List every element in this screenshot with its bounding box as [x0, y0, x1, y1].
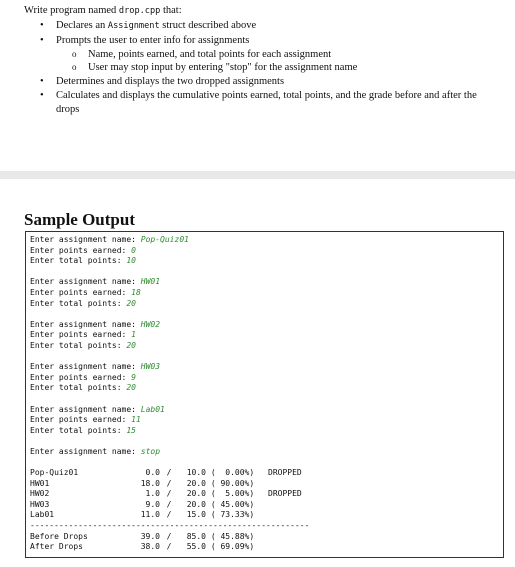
row-total: 55.0: [186, 542, 206, 552]
user-input: HW03: [140, 362, 161, 372]
prompt-text: Enter assignment name:: [30, 319, 141, 329]
user-input: 10: [126, 256, 136, 266]
row-percent: ( 45.88%): [206, 531, 255, 541]
prompt-text: Enter total points:: [30, 425, 127, 435]
blank-line: [30, 352, 503, 363]
prompt-text: Enter assignment name:: [30, 446, 141, 456]
results-row: [30, 510, 503, 521]
prompt-total-line: [30, 426, 503, 437]
instructions-section: [0, 0, 515, 170]
bullet-prompts-text: Prompts the user to enter info for assignments: [56, 34, 250, 46]
summary-row: [30, 532, 503, 543]
prompt-total-line: [30, 256, 503, 267]
prompt-name-line: [30, 320, 503, 331]
row-percent: ( 73.33%): [206, 510, 255, 520]
row-percent: ( 69.09%): [206, 542, 255, 552]
user-input: 20: [126, 298, 136, 308]
row-name: HW03: [30, 499, 50, 509]
row-name: Before Drops: [30, 531, 88, 541]
user-input: Lab01: [140, 404, 165, 414]
prompt-total-line: [30, 383, 503, 394]
user-input: 0: [131, 245, 136, 255]
prompt-earned-line: [30, 415, 503, 426]
row-percent: ( 90.00%): [206, 478, 255, 488]
user-input: HW02: [140, 319, 161, 329]
row-percent: ( 45.00%): [206, 499, 255, 509]
row-slash: /: [166, 489, 172, 499]
blank-line: [30, 436, 503, 447]
sub-bullet-fields: o Name, points earned, and total points for each assignment: [56, 48, 490, 62]
user-input: HW01: [140, 277, 161, 287]
intro-suffix: that:: [160, 5, 182, 16]
row-earned: 38.0: [140, 542, 160, 552]
user-input: Pop-Quiz01: [140, 235, 189, 244]
program-filename: drop.cpp: [118, 6, 161, 16]
row-earned: 11.0: [140, 510, 160, 520]
prompt-name-line: [30, 362, 503, 373]
user-input: 11: [131, 415, 141, 425]
user-input: 9: [131, 372, 136, 382]
prompt-total-line: [30, 299, 503, 310]
row-earned: 39.0: [140, 531, 160, 541]
results-row: [30, 479, 503, 490]
prompt-text: Enter total points:: [30, 383, 127, 393]
row-earned: 0.0: [145, 468, 160, 478]
results-row: [30, 500, 503, 511]
prompt-text: Enter assignment name:: [30, 235, 141, 244]
prompt-name-line: [30, 235, 503, 246]
sample-output-heading: Sample Output: [24, 210, 135, 229]
section-divider: [0, 171, 515, 179]
row-percent: ( 5.00%): [206, 489, 255, 499]
bullet-declares-suffix: struct described above: [159, 20, 257, 31]
row-slash: /: [166, 510, 172, 520]
bullet-declares-prefix: Declares an: [56, 20, 108, 31]
user-input: 18: [131, 287, 141, 297]
intro-line: [24, 5, 182, 16]
row-slash: /: [166, 531, 172, 541]
row-name: Pop-Quiz01: [30, 468, 79, 478]
row-total: 15.0: [186, 510, 206, 520]
user-input: 20: [126, 383, 136, 393]
bullet-prompts: [40, 34, 490, 75]
row-earned: 9.0: [145, 499, 160, 509]
row-flag: DROPPED: [268, 489, 302, 499]
results-row: [30, 468, 503, 479]
sub-bullet-stop: o User may stop input by entering "stop" for the assignment name: [56, 61, 490, 75]
row-flag: DROPPED: [268, 468, 302, 478]
prompt-stop-line: [30, 447, 503, 458]
intro-prefix: Write program named: [24, 5, 119, 16]
row-name: HW01: [30, 478, 50, 488]
blank-line: [30, 267, 503, 278]
user-input: stop: [140, 446, 161, 456]
row-name: HW02: [30, 489, 50, 499]
blank-line: [30, 309, 503, 320]
prompt-earned-line: [30, 373, 503, 384]
row-total: 20.0: [186, 478, 206, 488]
row-percent: ( 0.00%): [206, 468, 255, 478]
row-slash: /: [166, 478, 172, 488]
row-total: 20.0: [186, 489, 206, 499]
bullet-declares: [40, 19, 490, 34]
prompt-text: Enter points earned:: [30, 372, 132, 382]
bullet-determines: • Determines and displays the two dropped assignments: [40, 75, 490, 89]
prompt-text: Enter total points:: [30, 340, 127, 350]
row-earned: 1.0: [145, 489, 160, 499]
separator-line: ----------------------------------------------------------: [30, 521, 310, 531]
summary-row: [30, 542, 503, 553]
row-name: Lab01: [30, 510, 55, 520]
row-total: 20.0: [186, 499, 206, 509]
row-total: 10.0: [186, 468, 206, 478]
user-input: 20: [126, 340, 136, 350]
prompt-text: Enter points earned:: [30, 330, 132, 340]
row-slash: /: [166, 499, 172, 509]
prompt-name-line: [30, 405, 503, 416]
prompt-earned-line: [30, 288, 503, 299]
row-earned: 18.0: [140, 478, 160, 488]
prompt-text: Enter points earned:: [30, 245, 132, 255]
row-total: 85.0: [186, 531, 206, 541]
prompt-earned-line: [30, 246, 503, 257]
bullet-calculates: • Calculates and displays the cumulative points earned, total points, and the grade before and after the drops: [40, 89, 490, 117]
prompt-total-line: [30, 341, 503, 352]
row-name: After Drops: [30, 542, 83, 552]
prompt-text: Enter points earned:: [30, 287, 132, 297]
user-input: 1: [131, 330, 136, 340]
console-output: [25, 231, 504, 558]
results-row: [30, 489, 503, 500]
blank-line: [30, 394, 503, 405]
prompt-text: Enter assignment name:: [30, 277, 141, 287]
struct-name-code: Assignment: [107, 21, 160, 31]
user-input: 15: [126, 425, 136, 435]
prompt-text: Enter assignment name:: [30, 362, 141, 372]
blank-line: [30, 457, 503, 468]
requirements-list: [40, 19, 490, 117]
prompt-text: Enter assignment name:: [30, 404, 141, 414]
prompt-text: Enter points earned:: [30, 415, 132, 425]
row-slash: /: [166, 468, 172, 478]
row-slash: /: [166, 542, 172, 552]
prompt-name-line: [30, 277, 503, 288]
prompts-sublist: [56, 48, 490, 76]
prompt-earned-line: [30, 330, 503, 341]
prompt-text: Enter total points:: [30, 298, 127, 308]
prompt-text: Enter total points:: [30, 256, 127, 266]
